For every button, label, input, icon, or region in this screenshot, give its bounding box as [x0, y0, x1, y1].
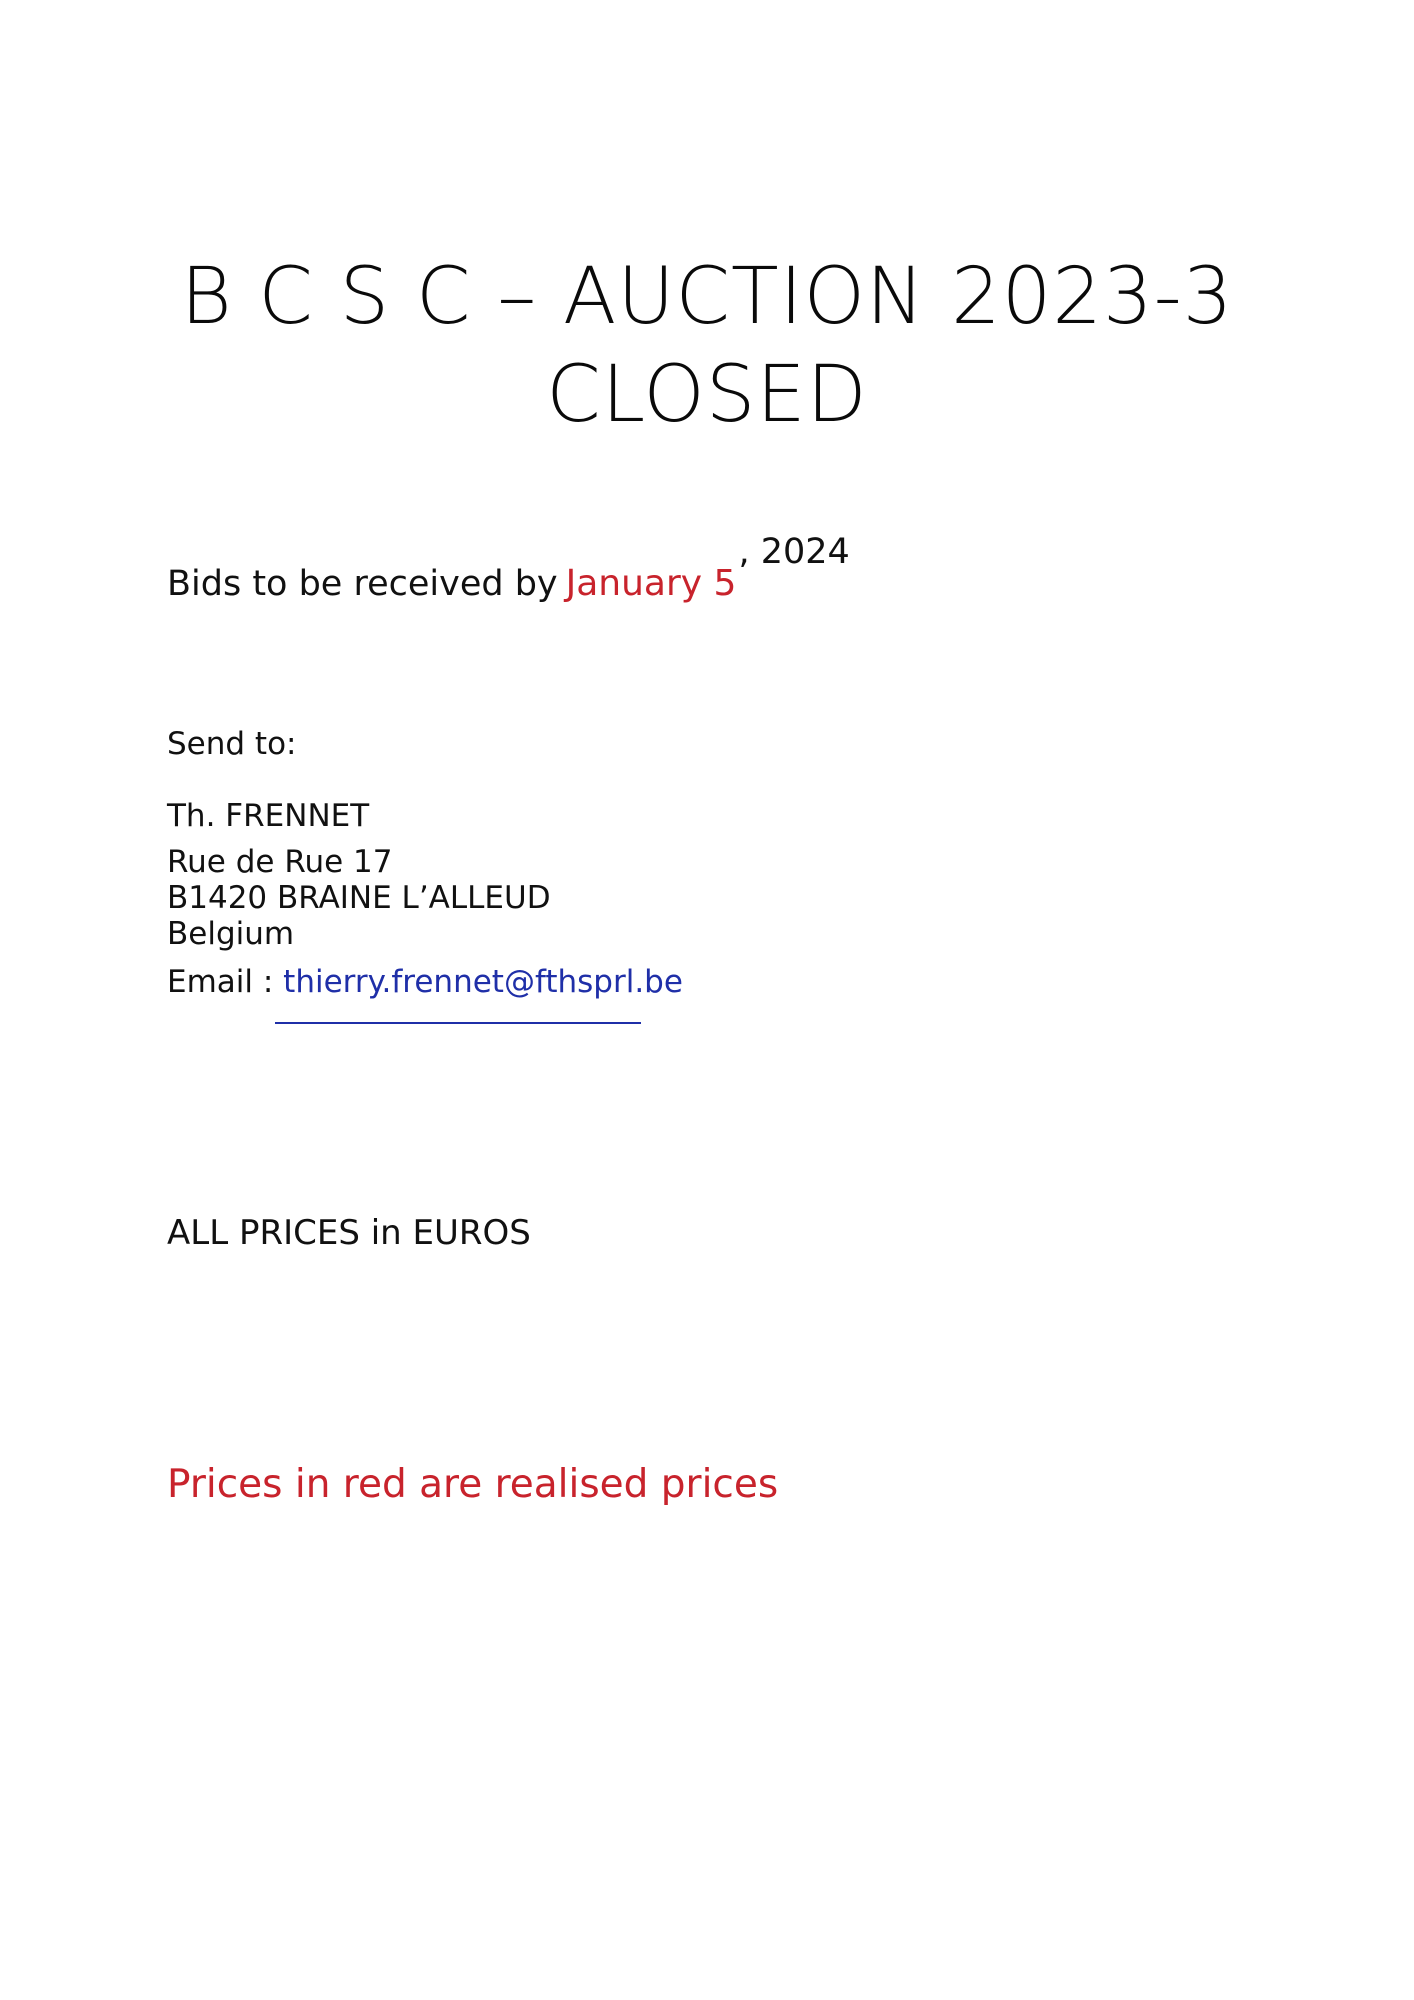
recipient-city: B1420 BRAINE L’ALLEUD: [167, 880, 551, 916]
currency-note: ALL PRICES in EUROS: [167, 1213, 531, 1253]
title-line-2: CLOSED: [546, 350, 868, 440]
recipient-name: Th. FRENNET: [167, 798, 370, 834]
email-row: [167, 964, 683, 1000]
email-underline: [275, 1022, 641, 1024]
send-to-label: Send to:: [167, 726, 297, 762]
title-line-1: B C S C – AUCTION 2023-3: [180, 252, 1234, 342]
email-label: Email :: [167, 964, 274, 1000]
bid-deadline: [167, 532, 850, 604]
bid-deadline-year: , 2024: [738, 532, 850, 572]
email-link[interactable]: thierry.frennet@fthsprl.be: [283, 964, 683, 1000]
bid-deadline-label: Bids to be received by: [167, 564, 558, 604]
recipient-street: Rue de Rue 17: [167, 844, 393, 880]
realised-prices-note: Prices in red are realised prices: [167, 1462, 779, 1507]
recipient-country: Belgium: [167, 916, 295, 952]
bid-deadline-date: January 5: [565, 563, 737, 604]
page-title: [0, 248, 1414, 444]
